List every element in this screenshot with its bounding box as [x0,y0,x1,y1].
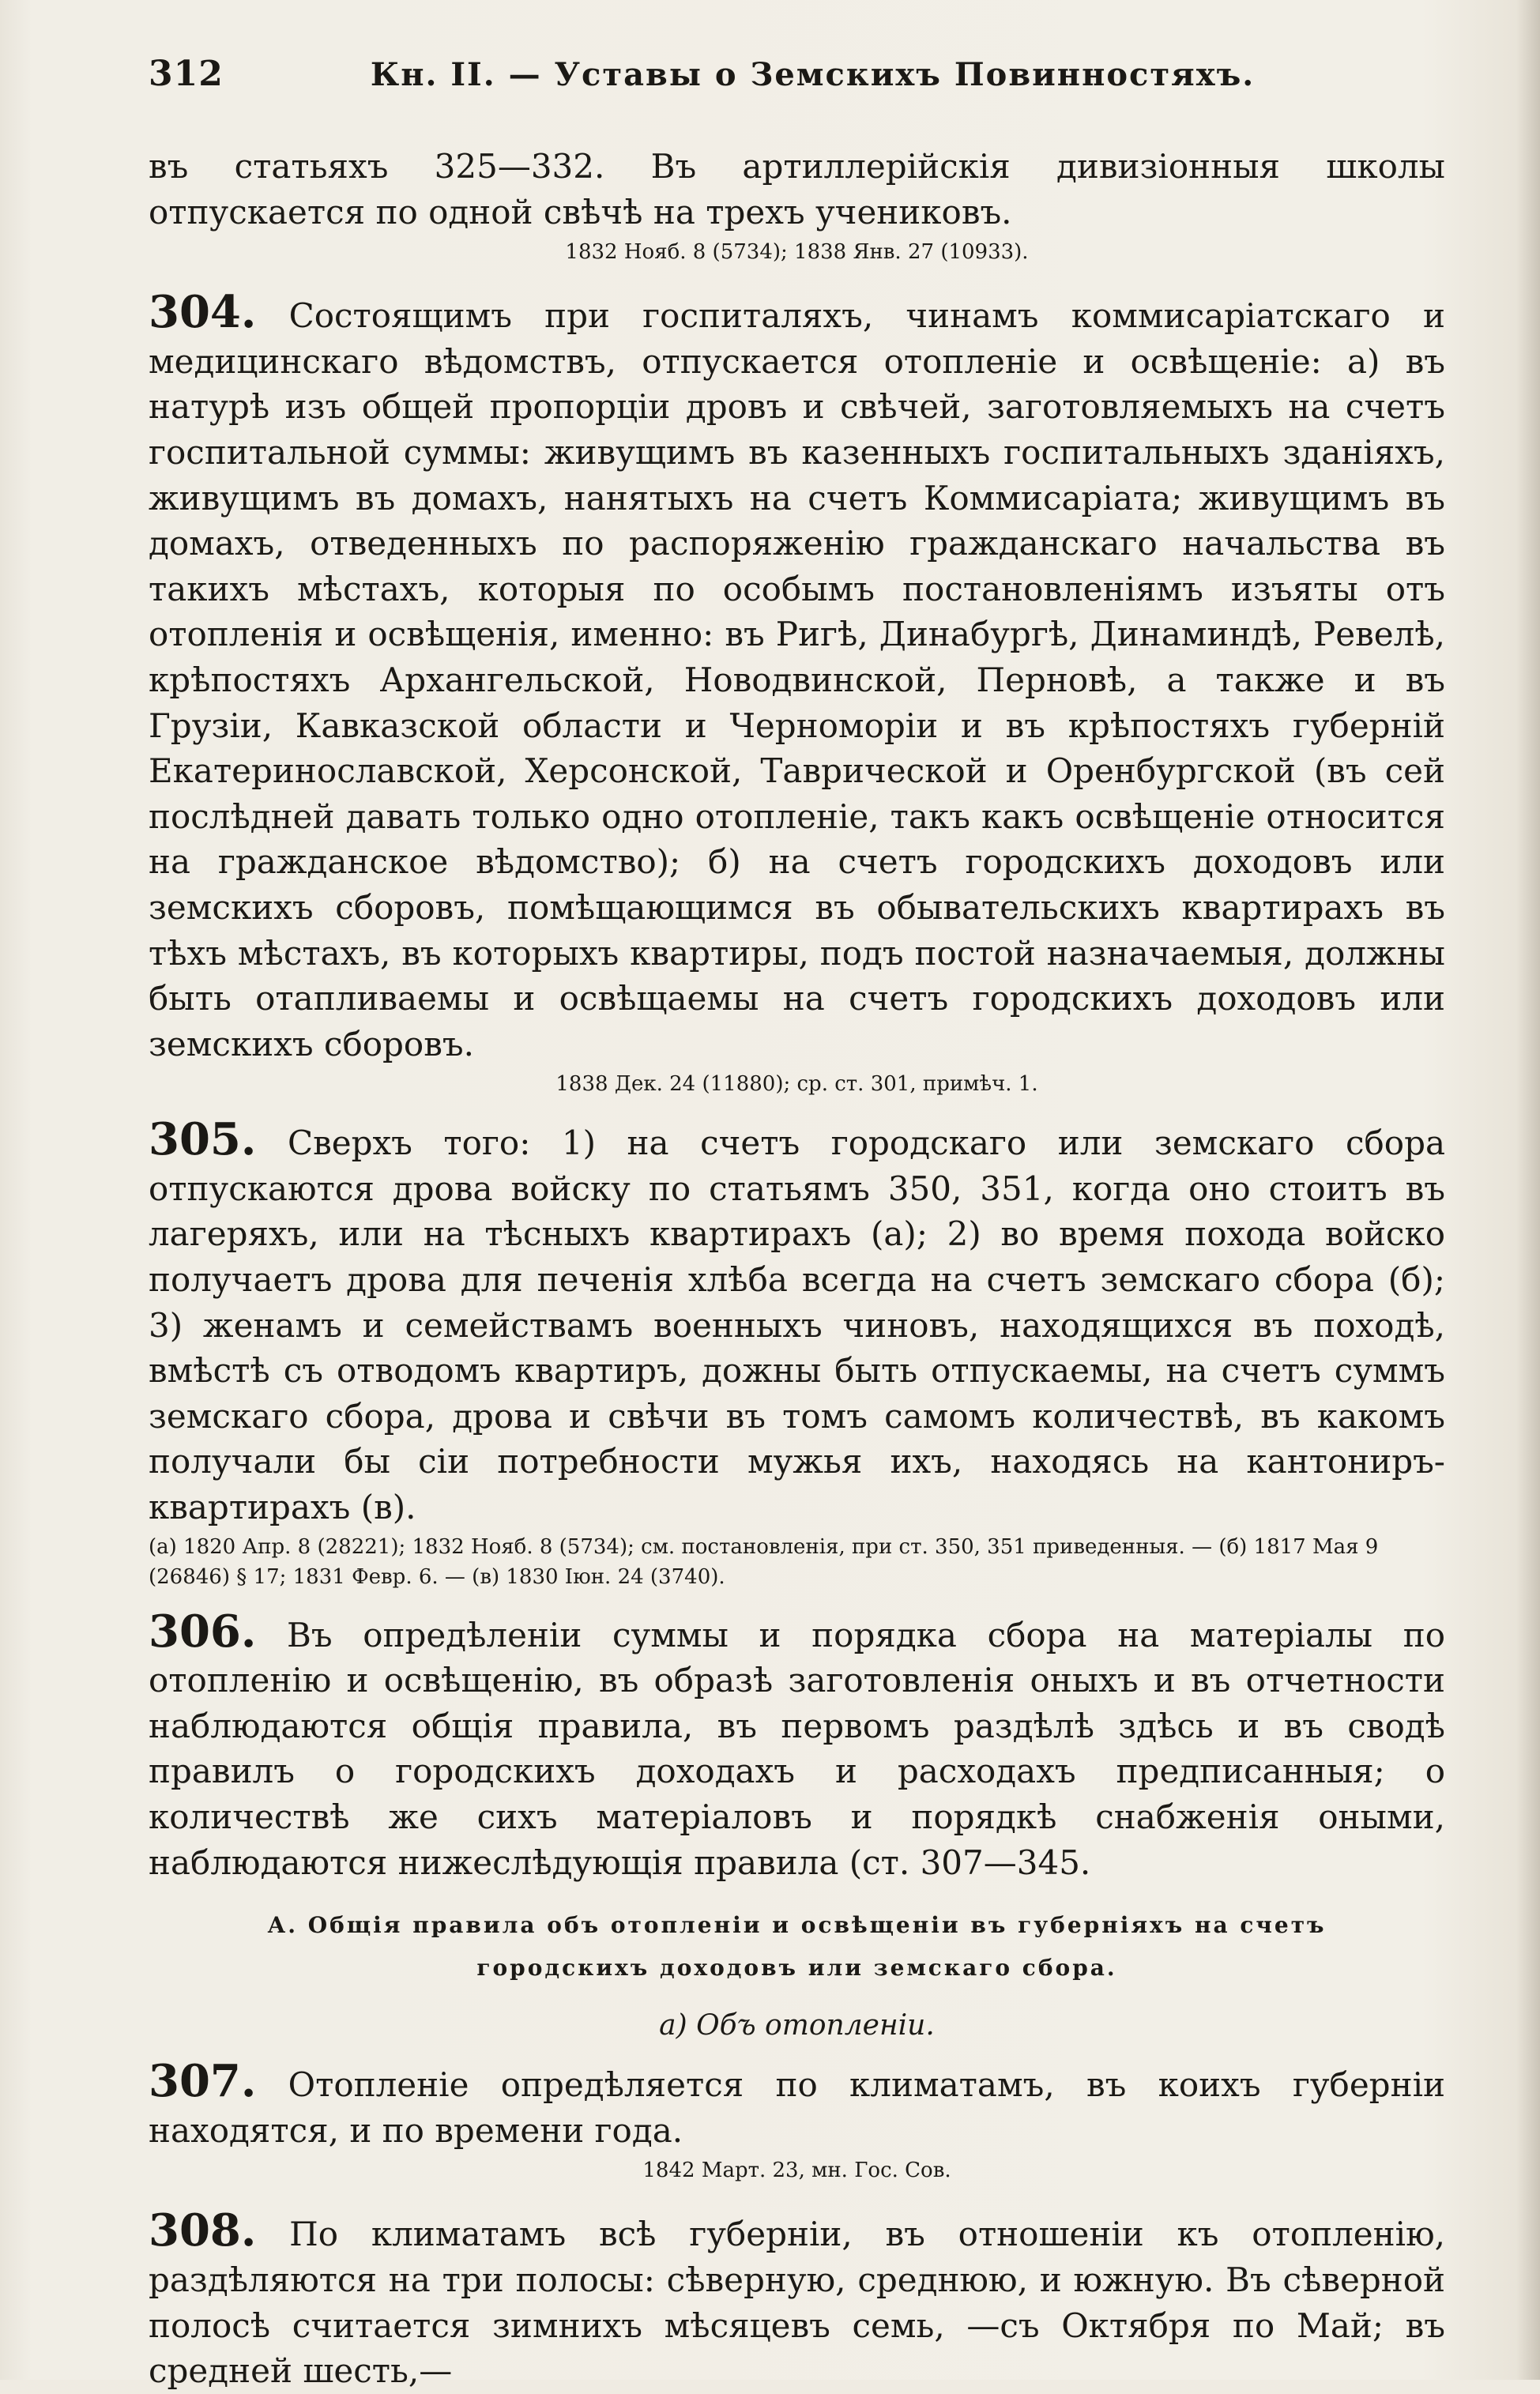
article-308-number: 308. [149,2204,257,2257]
article-306-text: Въ опредѣленіи суммы и порядка сбора на матеріалы по отопленію и освѣщенію, въ образѣ заготовленія оныхъ и въ отчетности наблюдаются общія правила, въ первомъ раздѣлѣ здѣсь и въ сводѣ правилъ о городскихъ доходахъ и расходахъ предписанныя; о количествѣ же сихъ матеріаловъ и порядкѣ снабженія оными, наблюдаются нижеслѣдующія правила (ст. 307—345. [149,1615,1445,1882]
article-308 [149,2204,1445,2393]
article-304-number: 304. [149,286,257,339]
article-306 [149,1605,1445,1886]
article-307-text: Отопленіе опредѣляется по климатамъ, въ коихъ губерніи находятся, и по времени года. [149,2065,1445,2150]
article-306-number: 306. [149,1605,257,1658]
intro-paragraph: въ статьяхъ 325—332. Въ артиллерійскія дивизіонныя школы отпускается по одной свѣчѣ на трехъ учениковъ. [149,147,1445,231]
page-header [149,54,1445,101]
article-307-source: 1842 Март. 23, мн. Гос. Сов. [642,2159,951,2183]
article-307 [149,2055,1445,2153]
article-305 [149,1113,1446,1530]
page-number: 312 [149,54,224,94]
page-edge-shadow [1516,0,1540,2380]
running-head: Кн. II. — Уставы о Земскихъ Повинностяхъ. [370,56,1256,93]
article-304 [149,286,1445,1067]
article-305-text: Сверхъ того: 1) на счетъ городскаго или земскаго сбора отпускаются дрова войску по статьямъ 350, 351, когда оно стоитъ въ лагеряхъ, или на тѣсныхъ квартирахъ (а); 2) во время похода войско получаетъ дрова для печенія хлѣба всегда на счетъ земскаго сбора (б); 3) женамъ и семействамъ военныхъ чиновъ, находящихся въ походѣ, вмѣстѣ съ отводомъ квартиръ, дожны быть отпускаемы, на счетъ суммъ земскаго сбора, дрова и свѣчи въ томъ самомъ количествѣ, въ какомъ получали бы сіи потребности мужья ихъ, находясь на кантониръ-квартирахъ (в). [149,1124,1446,1527]
article-307-number: 307. [149,2055,257,2108]
article-304-text: Состоящимъ при госпиталяхъ, чинамъ коммисаріатскаго и медицинскаго вѣдомствъ, отпускается отопленіе и освѣщеніе: а) въ натурѣ изъ общей пропорціи дровъ и свѣчей, заготовляемыхъ на счетъ госпитальной суммы: живущимъ въ казенныхъ госпитальныхъ зданіяхъ, живущимъ въ домахъ, нанятыхъ на счетъ Коммисаріата; живущимъ въ домахъ, отведенныхъ по распоряженію гражданскаго начальства въ такихъ мѣстахъ, которыя по особымъ постановленіямъ изъяты отъ отопленія и освѣщенія, именно: въ Ригѣ, Динабургѣ, Динаминдѣ, Ревелѣ, крѣпостяхъ Архангельской, Новодвинской, Перновѣ, а также и въ Грузіи, Кавказской области и Черноморіи и въ крѣпостяхъ губерній Екатеринославской, Херсонской, Таврической и Оренбургской (въ сей послѣдней давать только одно отопленіе, такъ какъ освѣщеніе относится на гражданское вѣдомство); б) на счетъ городскихъ доходовъ или земскихъ сборовъ, помѣщающимся въ обывательскихъ квартирахъ въ тѣхъ мѣстахъ, въ которыхъ квартиры, подъ постой назначаемыя, должны быть отапливаемы и освѣщаемы на счетъ городскихъ доходовъ или земскихъ сборовъ. [149,296,1445,1063]
article-305-number: 305. [149,1113,257,1166]
article-304-source: 1838 Дек. 24 (11880); ср. ст. 301, примѣч. 1. [555,1072,1038,1097]
intro-source: 1832 Нояб. 8 (5734); 1838 Янв. 27 (10933). [565,240,1029,265]
section-subheading: а) Объ отопленіи. [659,2009,935,2042]
section-heading: А. Общія правила объ отопленіи и освѣщеніи въ губерніяхъ на счетъ городскихъ доходовъ или земскаго сбора. [267,1912,1327,1982]
article-305-source: (а) 1820 Апр. 8 (28221); 1832 Нояб. 8 (5734); см. постановленія, при ст. 350, 351 приведенныя. — (б) 1817 Мая 9 (26846) § 17; 1831 Февр. 6. — (в) 1830 Іюн. 24 (3740). [149,1534,1379,1589]
article-308-text: По климатамъ всѣ губерніи, въ отношеніи къ отопленію, раздѣляются на три полосы: сѣверную, среднюю, и южную. Въ сѣверной полосѣ считается зимнихъ мѣсяцевъ семь, —съ Октября по Май; въ средней шесть,— [149,2215,1445,2391]
